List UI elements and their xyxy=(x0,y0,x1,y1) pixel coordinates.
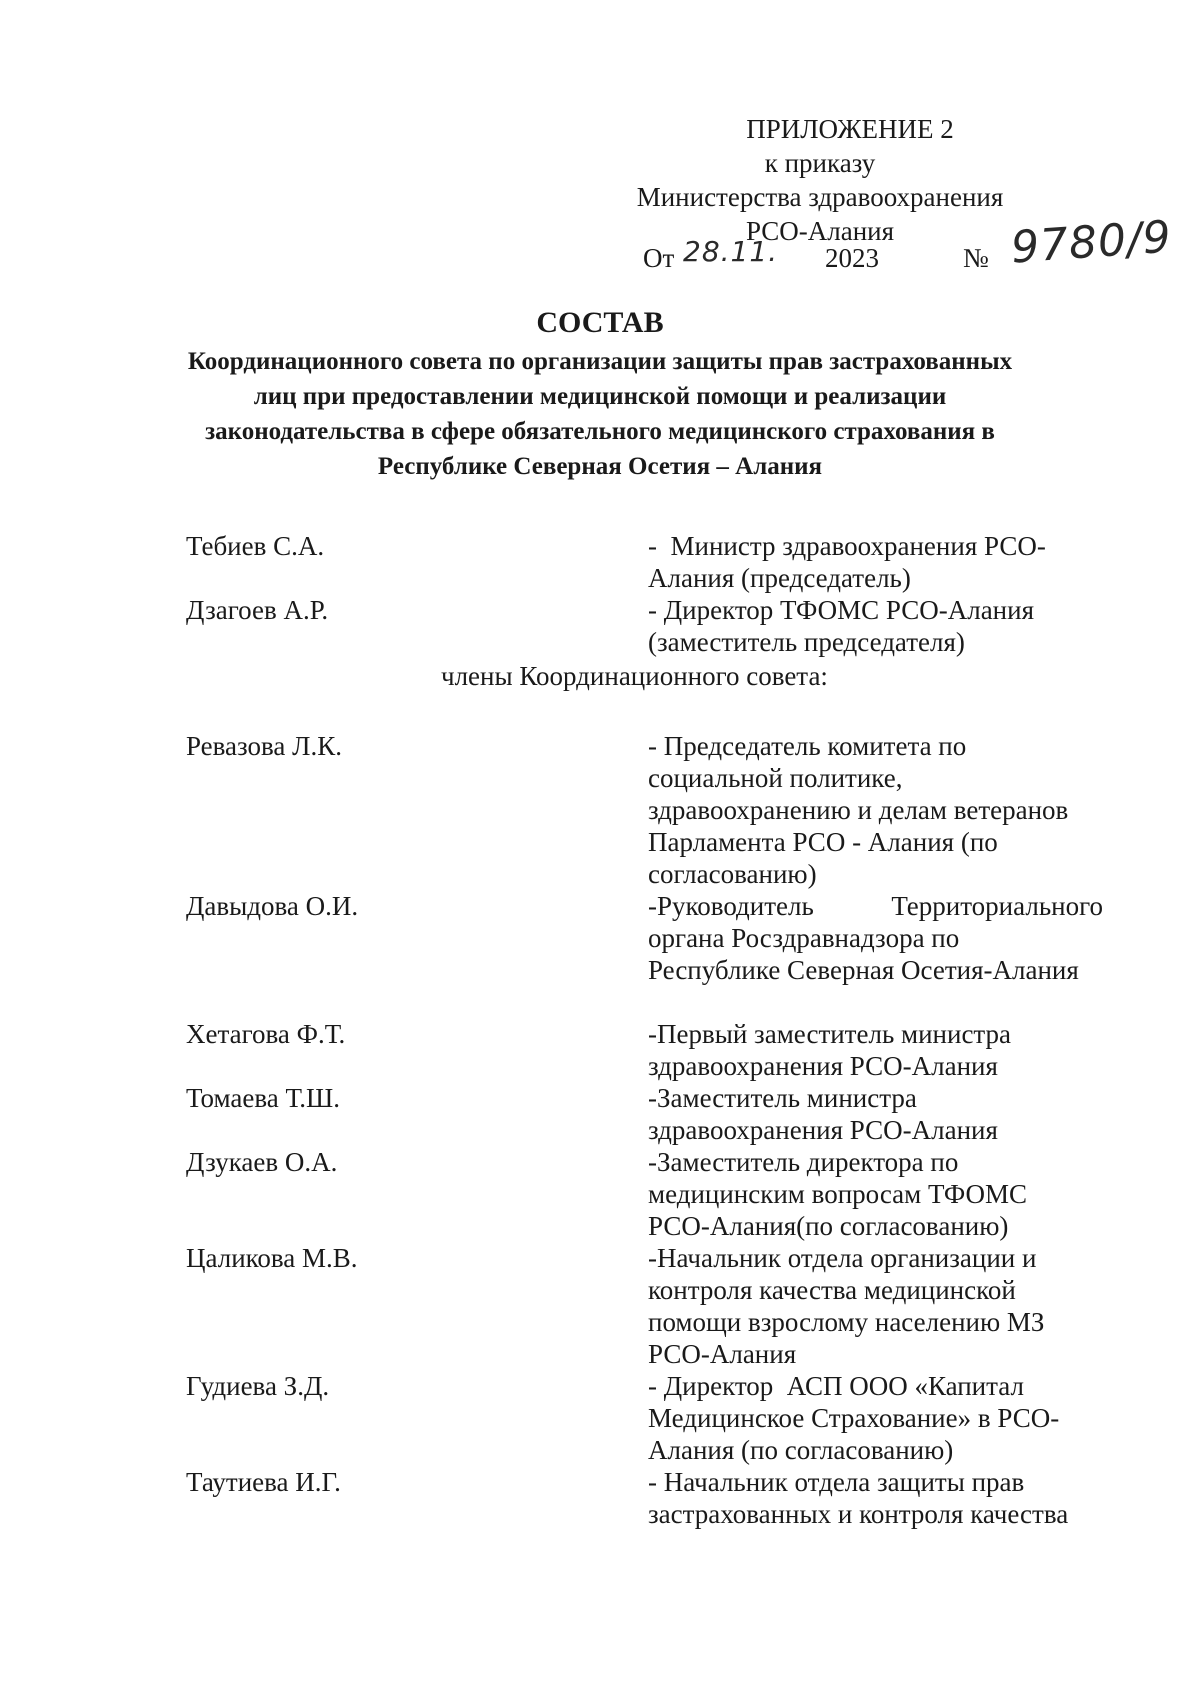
role-line: - Директор АСП ООО «Капитал xyxy=(648,1371,1024,1401)
order-year: 2023 xyxy=(825,243,879,273)
heading-subtitle-line: законодательства в сфере обязательного медицинского страхования в xyxy=(205,418,995,445)
member-role xyxy=(648,1018,1116,1082)
member-row xyxy=(186,730,1116,890)
role-line: Парламента РСО - Алания (по xyxy=(648,827,998,857)
role-line: социальной политике, xyxy=(648,763,903,793)
role-line: Алания (по согласованию) xyxy=(648,1435,954,1465)
appendix-header xyxy=(560,112,1080,248)
member-name: Таутиева И.Г. xyxy=(186,1467,341,1497)
member-role xyxy=(648,730,1116,890)
member-name: Ревазова Л.К. xyxy=(186,731,342,761)
role-line: медицинским вопросам ТФОМС xyxy=(648,1179,1028,1209)
member-row xyxy=(186,890,1116,986)
member-role xyxy=(648,594,1116,658)
member-row xyxy=(186,1370,1116,1466)
member-name: Томаева Т.Ш. xyxy=(186,1083,340,1113)
heading-title: СОСТАВ xyxy=(536,306,664,339)
member-row xyxy=(186,1018,1116,1082)
member-name: Дзукаев О.А. xyxy=(186,1147,338,1177)
role-line: Медицинское Страхование» в РСО- xyxy=(648,1403,1060,1433)
role-line: -Заместитель министра xyxy=(648,1083,917,1113)
member-row-chair xyxy=(186,530,1116,594)
appendix-line-3: РСО-Алания xyxy=(745,216,895,246)
member-row xyxy=(186,1466,1116,1530)
member-row xyxy=(186,1082,1116,1146)
role-line: РСО-Алания xyxy=(648,1339,797,1369)
role-line: Алания (председатель) xyxy=(648,563,911,593)
appendix-line-1: к приказу xyxy=(764,148,876,178)
role-line-left: -Руководитель xyxy=(648,891,814,921)
heading-subtitle-line: Координационного совета по организации защиты прав застрахованных xyxy=(187,348,1013,375)
order-prefix: От xyxy=(643,243,675,273)
role-line-justified xyxy=(648,890,1103,922)
member-row xyxy=(186,1242,1116,1370)
role-line: - Начальник отдела защиты прав xyxy=(648,1467,1025,1497)
role-line: контроля качества медицинской xyxy=(648,1275,1016,1305)
document-heading xyxy=(100,303,1100,483)
member-role xyxy=(648,1242,1116,1370)
role-line: - Директор ТФОМС РСО-Алания xyxy=(648,595,1034,625)
heading-subtitle-line: Республике Северная Осетия – Алания xyxy=(377,453,823,480)
member-role xyxy=(648,530,1116,594)
member-name: Цаликова М.В. xyxy=(186,1243,358,1273)
member-name: Гудиева З.Д. xyxy=(186,1371,330,1401)
member-role xyxy=(648,1370,1116,1466)
role-line: Республике Северная Осетия-Алания xyxy=(648,955,1079,985)
handwritten-date: 28.11. xyxy=(683,235,779,268)
member-row xyxy=(186,1146,1116,1242)
role-line: органа Росздравнадзора по xyxy=(648,923,960,953)
member-role xyxy=(648,890,1116,986)
role-line: -Заместитель директора по xyxy=(648,1147,959,1177)
appendix-line-2: Министерства здравоохранения xyxy=(636,182,1004,212)
member-name: Хетагова Ф.Т. xyxy=(186,1019,346,1049)
handwritten-order-number: 9780/9 xyxy=(1009,211,1174,274)
role-line: (заместитель председателя) xyxy=(648,627,965,657)
members-section-label: члены Координационного совета: xyxy=(441,661,828,691)
member-name: Тебиев С.А. xyxy=(186,531,325,561)
appendix-title: ПРИЛОЖЕНИЕ 2 xyxy=(746,114,954,144)
role-line-right: Территориального xyxy=(891,891,1103,921)
heading-subtitle-line: лиц при предоставлении медицинской помощи и реализации xyxy=(253,383,947,410)
role-line: РСО-Алания(по согласованию) xyxy=(648,1211,1009,1241)
member-role xyxy=(648,1146,1116,1242)
role-line: -Первый заместитель министра xyxy=(648,1019,1012,1049)
council-members-list xyxy=(186,530,1116,1530)
role-line: согласованию) xyxy=(648,859,817,889)
member-name: Давыдова О.И. xyxy=(186,891,359,921)
role-line: здравоохранения РСО-Алания xyxy=(648,1115,998,1145)
role-line: -Начальник отдела организации и xyxy=(648,1243,1037,1273)
role-line: здравоохранения РСО-Алания xyxy=(648,1051,998,1081)
member-name: Дзагоев А.Р. xyxy=(186,595,329,625)
role-line: - Председатель комитета по xyxy=(648,731,967,761)
member-role xyxy=(648,1466,1116,1530)
member-row-deputy-chair xyxy=(186,594,1116,658)
role-line: помощи взрослому населению МЗ xyxy=(648,1307,1045,1337)
number-sign: № xyxy=(963,243,989,273)
role-line: здравоохранению и делам ветеранов xyxy=(648,795,1069,825)
role-line: застрахованных и контроля качества xyxy=(648,1499,1069,1529)
member-role xyxy=(648,1082,1116,1146)
role-line: - Министр здравоохранения РСО- xyxy=(648,531,1046,561)
